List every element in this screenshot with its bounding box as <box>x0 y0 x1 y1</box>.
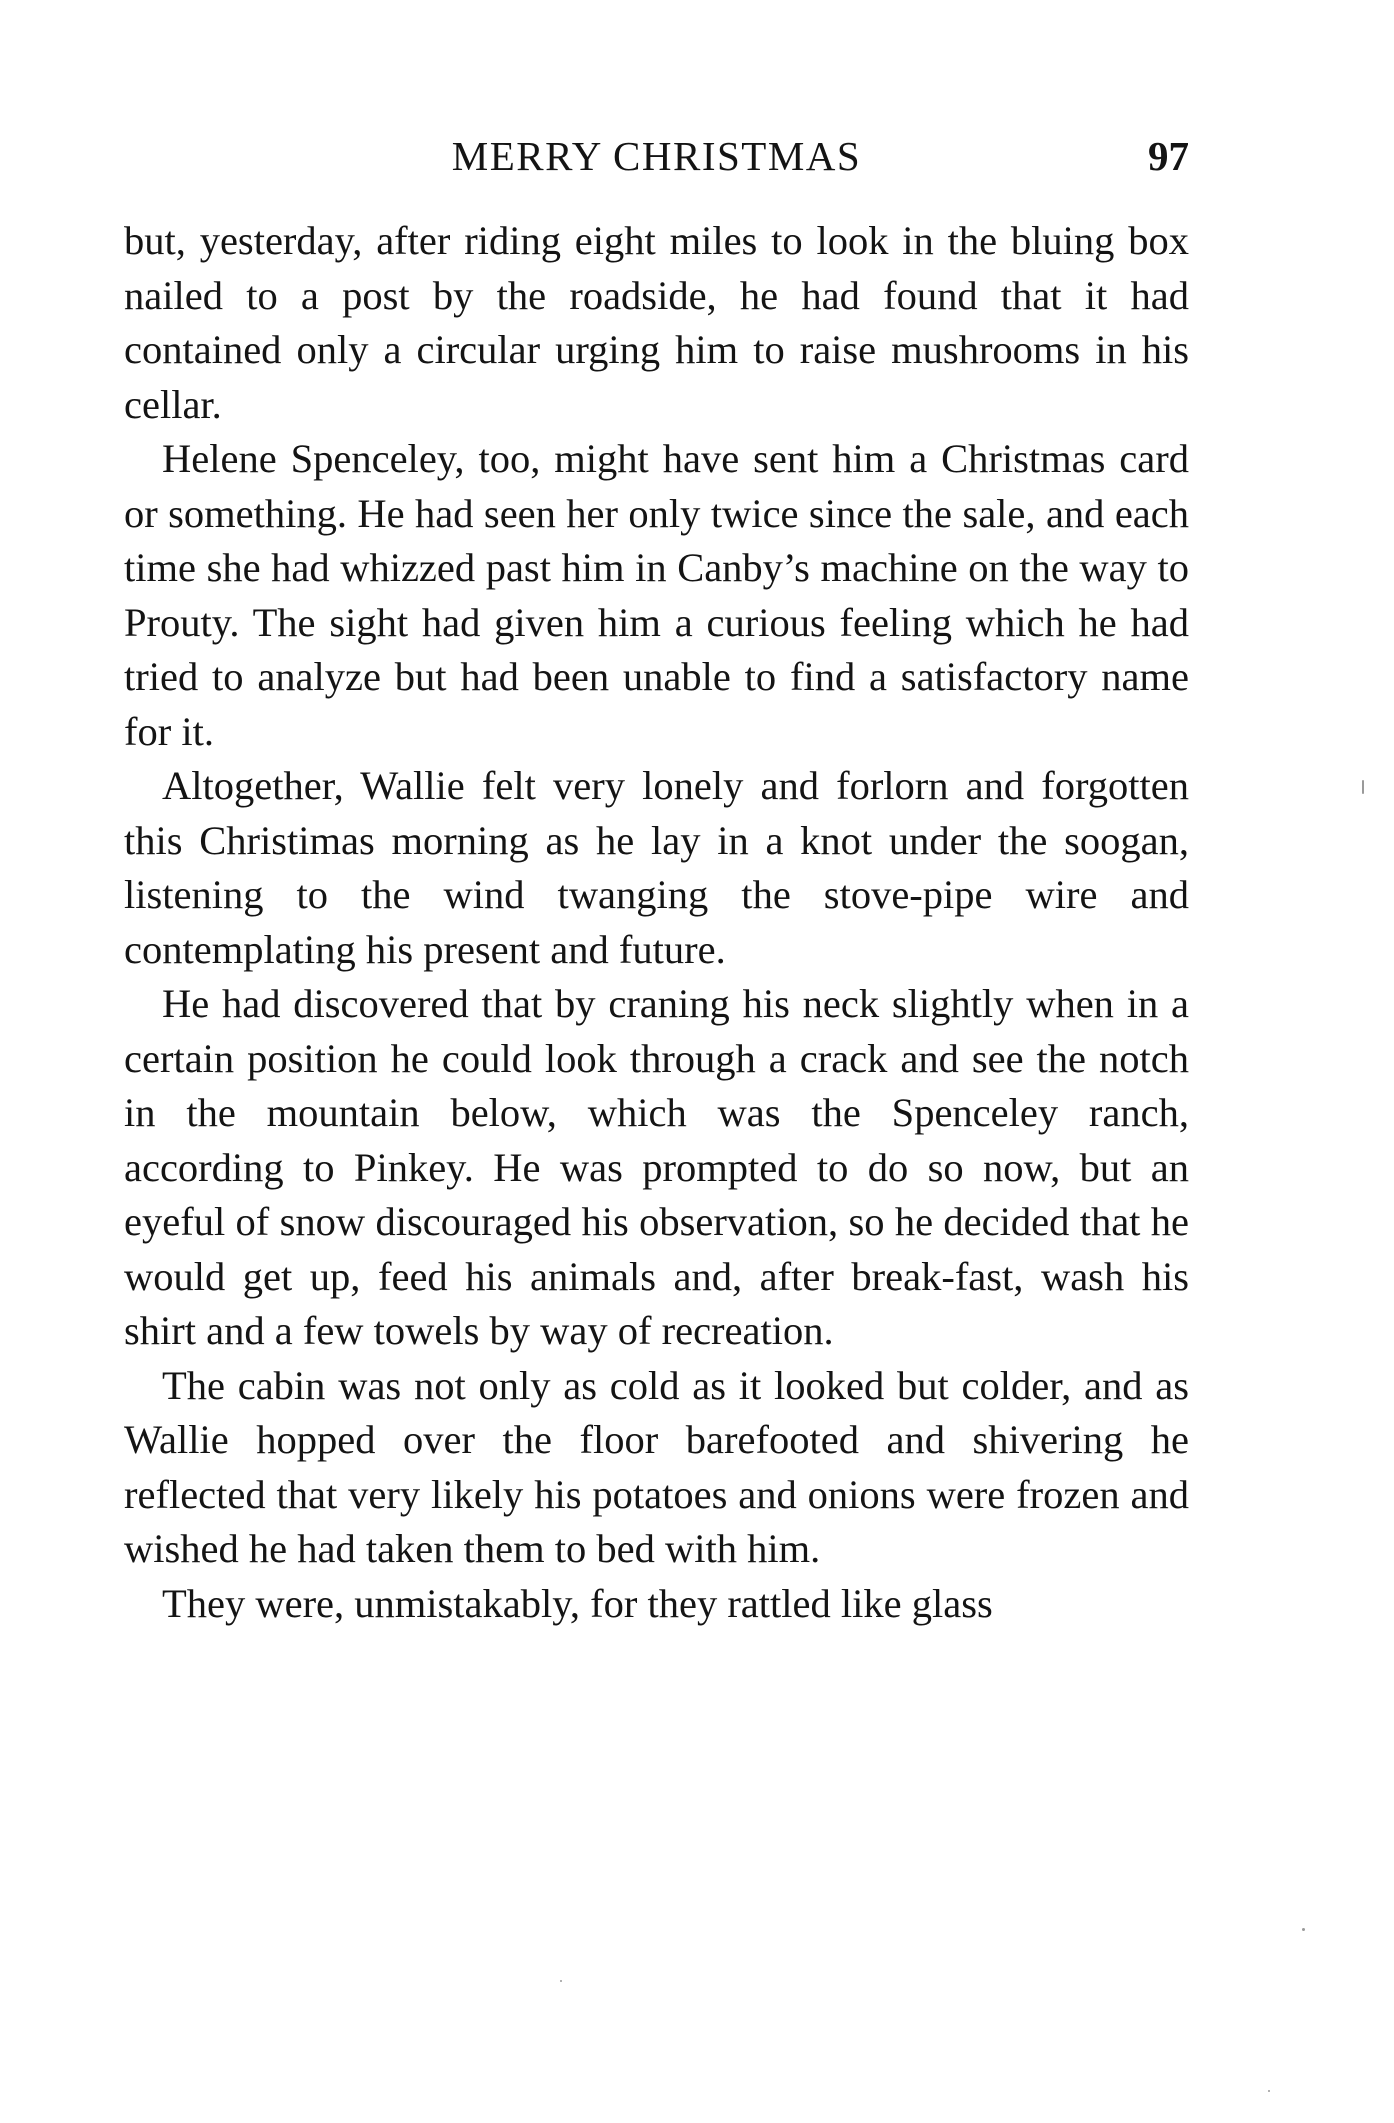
paper-speck <box>1302 1928 1305 1931</box>
paragraph: Helene Spenceley, too, might have sent him a Christmas card or something. He had seen her only twice since the sale, and each time she had whizzed past him in Canby’s machine on the way to Prouty. The sight had given him a curious feeling which he had tried to analyze but had been unable to find a satisfactory name for it. <box>124 436 1189 754</box>
running-title: MERRY CHRISTMAS <box>451 133 862 179</box>
paper-speck <box>1268 2090 1270 2092</box>
paragraph: Altogether, Wallie felt very lonely and forlorn and forgotten this Christimas morning as he lay in a knot under the soogan, listening to the wind twanging the stove-pipe wire and contemplating his present and future. <box>124 763 1189 972</box>
paragraph: The cabin was not only as cold as it looked but colder, and as Wallie hopped over the floor barefooted and shivering he reflected that very likely his potatoes and onions were frozen and wished he had taken them to bed with him. <box>124 1362 1189 1571</box>
running-head <box>124 126 1189 186</box>
page-number: 97 <box>1148 133 1189 179</box>
paragraph: He had discovered that by craning his neck slightly when in a certain position he could look through a crack and see the notch in the mountain below, which was the Spenceley ranch, according to Pinkey. He was prompted to do so now, but an eyeful of snow discouraged his observation, so he decided that he would get up, feed his animals and, after break-fast, wash his shirt and a few towels by way of recreation. <box>124 981 1189 1353</box>
paragraph-last-line: They were, unmistakably, for they rattled like glass <box>162 1580 993 1626</box>
body-text <box>124 214 1189 1631</box>
paragraph-continued: but, yesterday, after riding eight miles to look in the bluing box nailed to a post by the roadside, he had found that it had contained only a circular urging him to raise mushrooms in his cellar. <box>124 218 1189 427</box>
paper-speck <box>1362 780 1364 794</box>
paper-speck <box>560 1980 562 1982</box>
